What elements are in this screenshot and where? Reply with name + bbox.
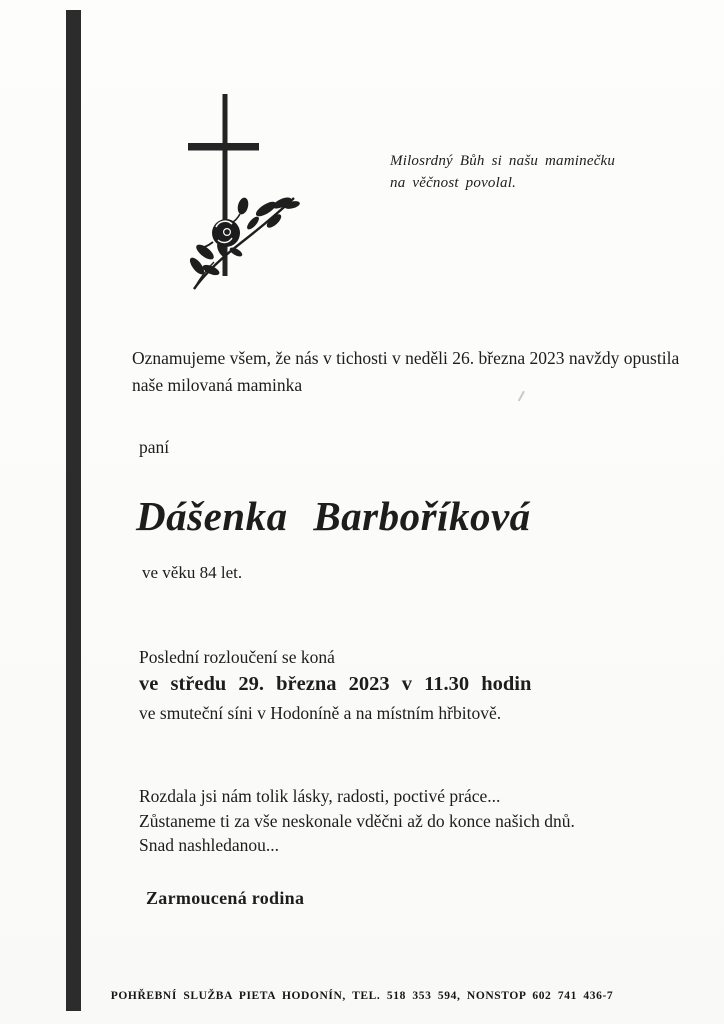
farewell-line-3: Snad nashledanou... bbox=[139, 835, 279, 855]
farewell-line-2: Zůstaneme ti za vše neskonale vděčni až do konce našich dnů. bbox=[139, 810, 575, 831]
epigraph-line-2: na věčnost povolal. bbox=[390, 175, 517, 191]
farewell-line-1: Rozdala jsi nám tolik lásky, radosti, poctivé práce... bbox=[139, 786, 501, 806]
deceased-name: Dášenka Barboříková bbox=[136, 493, 531, 539]
cross-and-rose-icon bbox=[180, 92, 310, 292]
signature-family: Zarmoucená rodina bbox=[146, 888, 305, 908]
ceremony-block bbox=[139, 647, 531, 724]
ceremony-location: ve smuteční síni v Hodoníně a na místním hřbitově. bbox=[139, 703, 502, 723]
funeral-service-footer: POHŘEBNÍ SLUŽBA PIETA HODONÍN, TEL. 518 353 594, NONSTOP 602 741 436-7 bbox=[110, 990, 614, 1002]
epigraph-line-1: Milosrdný Bůh si našu maminečku bbox=[390, 153, 616, 169]
announcement-line-1: Oznamujeme všem, že nás v tichosti v neděli 26. března 2023 navždy opustila bbox=[132, 348, 680, 368]
age-line: ve věku 84 let. bbox=[142, 563, 243, 582]
left-black-bar bbox=[66, 10, 81, 1011]
salutation: paní bbox=[139, 437, 170, 457]
ceremony-datetime: ve středu 29. března 2023 v 11.30 hodin bbox=[139, 673, 532, 695]
announcement-paragraph bbox=[132, 345, 692, 398]
ceremony-intro: Poslední rozloučení se koná bbox=[139, 647, 335, 667]
epigraph-verse bbox=[390, 150, 615, 194]
farewell-paragraph bbox=[139, 784, 575, 858]
announcement-line-2: naše milovaná maminka bbox=[132, 374, 303, 395]
